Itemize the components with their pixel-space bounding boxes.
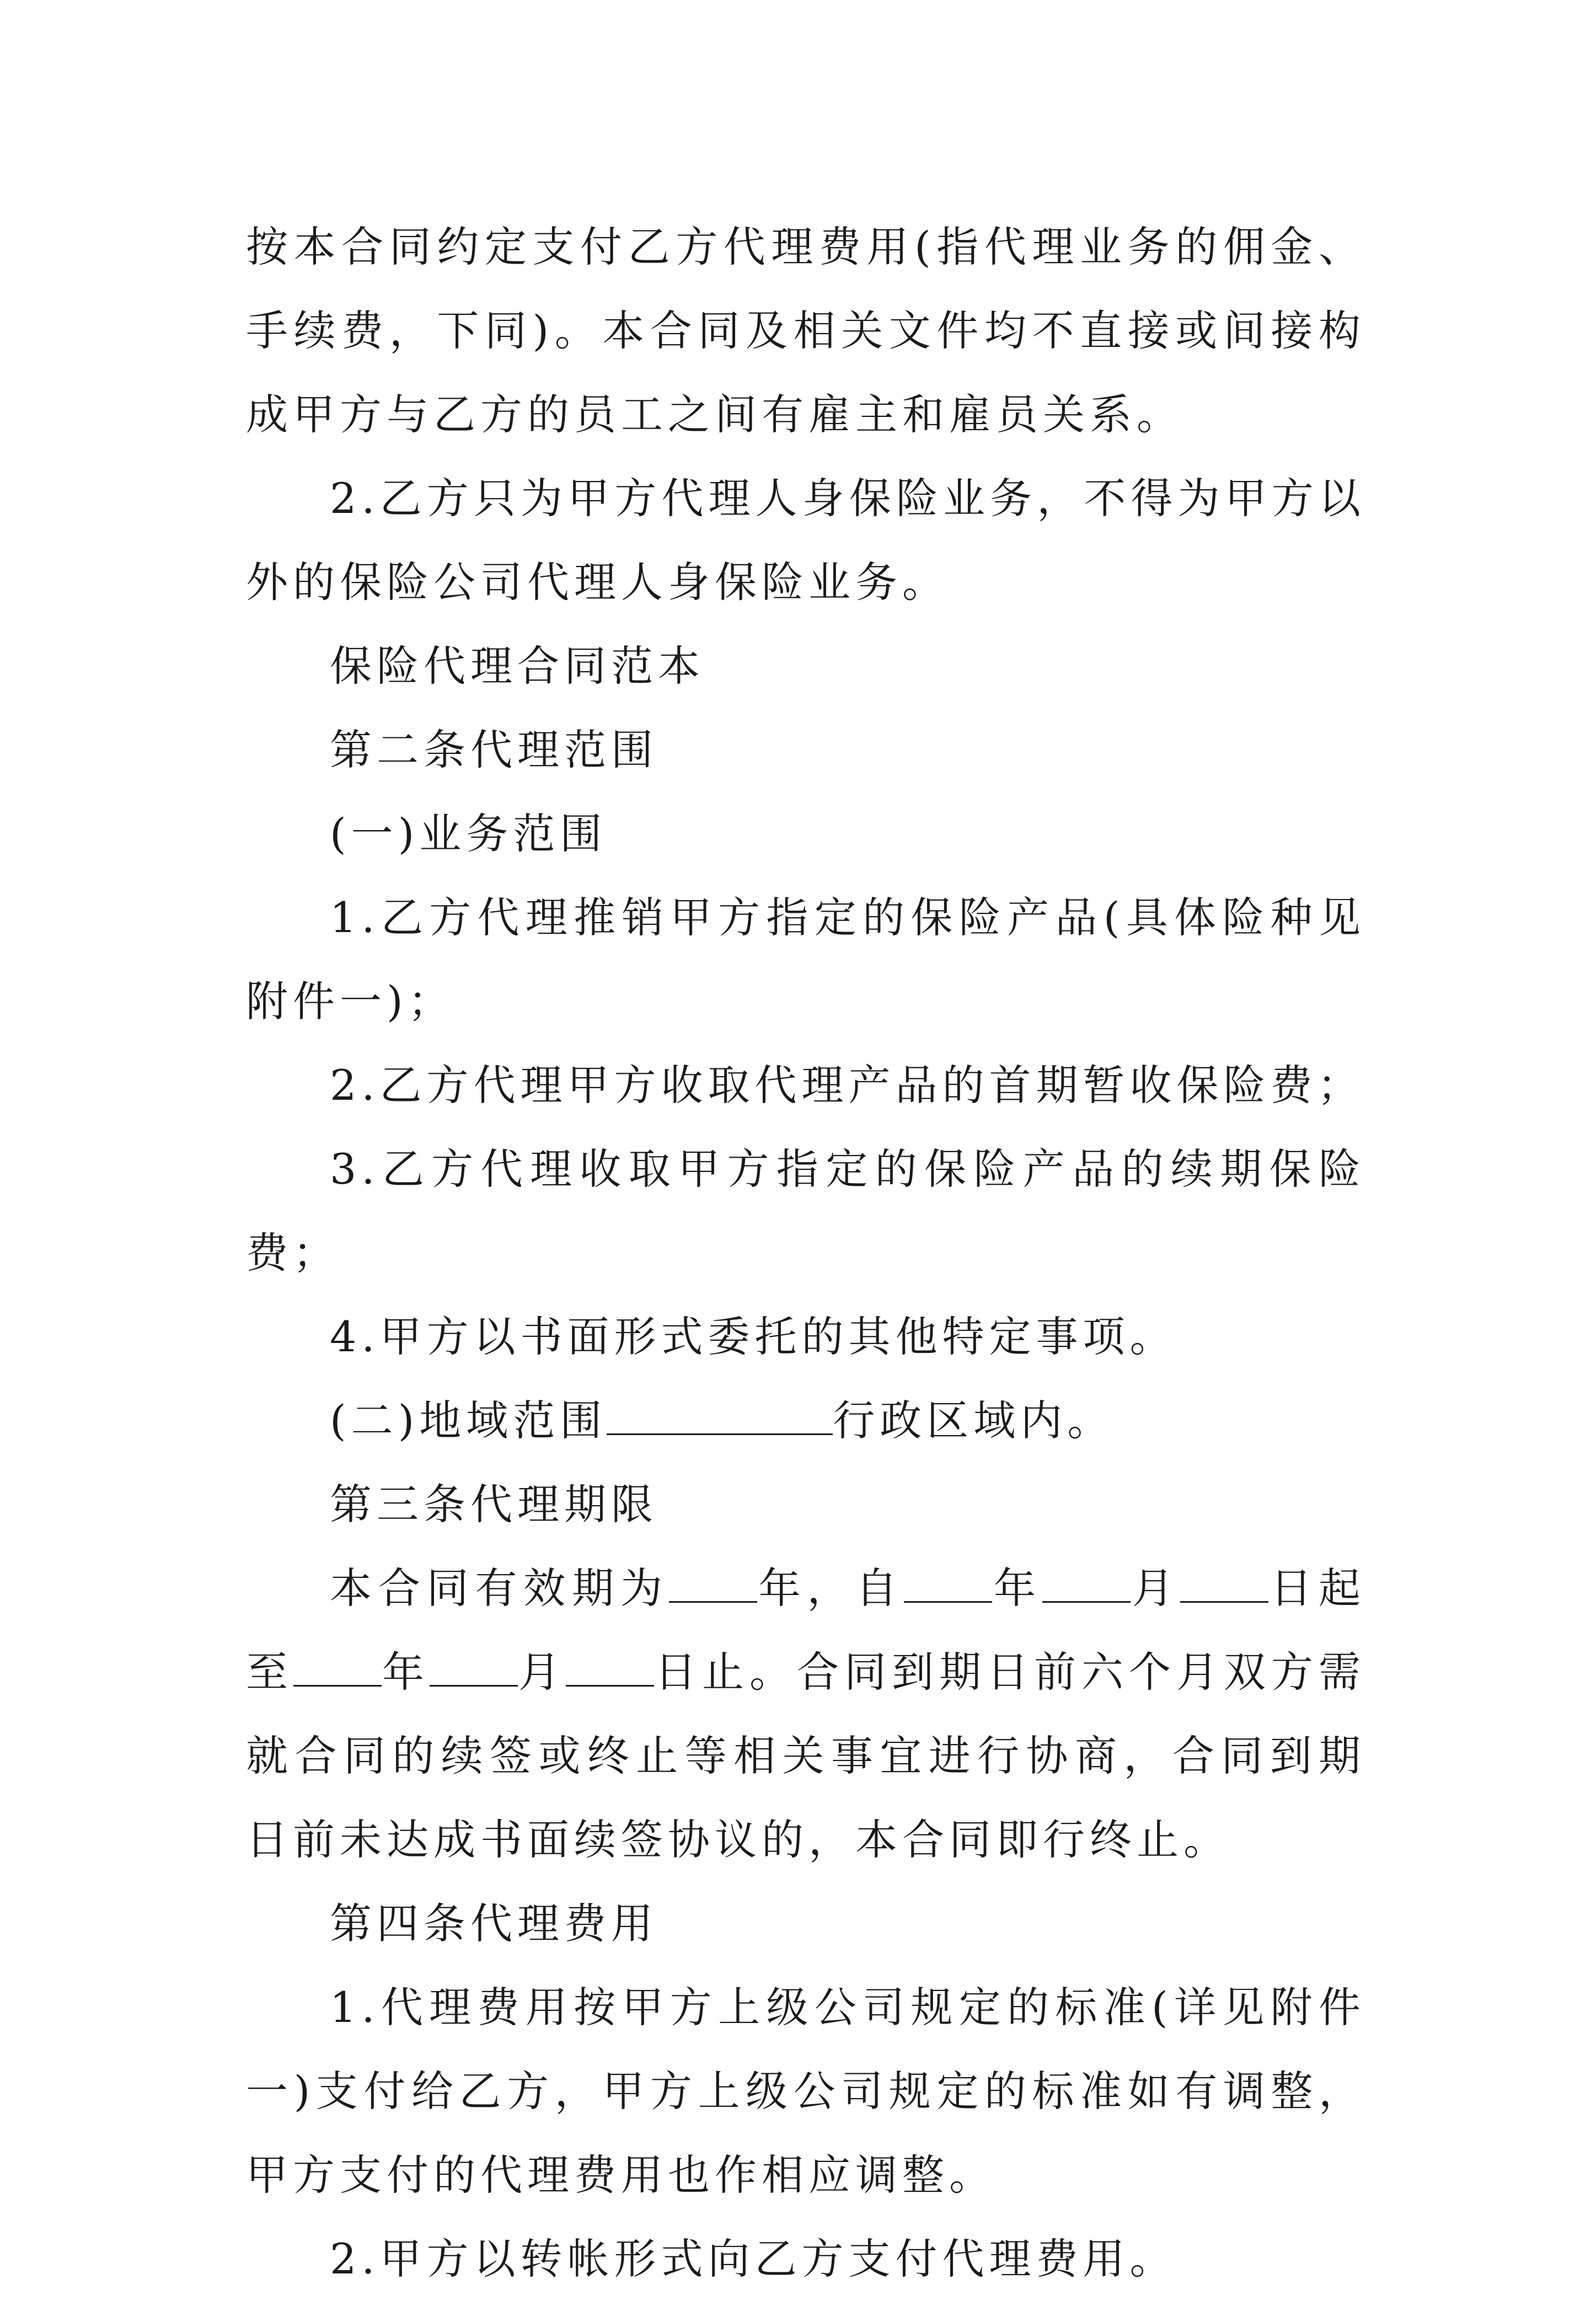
paragraph-fee-standard: 1.代理费用按甲方上级公司规定的标准(详见附件一)支付给乙方，甲方上级公司规定的标准如有调整，甲方支付的代理费用也作相应调整。: [246, 1983, 1365, 2200]
blank-end-day: [566, 1651, 654, 1687]
blank-years: [669, 1567, 757, 1603]
list-item-scope-1: 1.乙方代理推销甲方指定的保险产品(具体险种见附件一)；: [246, 893, 1365, 1026]
list-item-scope-2: 2.乙方代理甲方收取代理产品的首期暂收保险费；: [330, 1061, 1364, 1110]
list-item-scope-3: 3.乙方代理收取甲方指定的保险产品的续期保险费；: [246, 1144, 1365, 1277]
paragraph-contract-template-title: 保险代理合同范本: [330, 641, 705, 691]
term-text-7: 月: [518, 1647, 566, 1697]
blank-start-day: [1180, 1567, 1268, 1603]
paragraph-contract-term: [246, 1547, 1365, 1882]
blank-region: [607, 1399, 833, 1435]
term-text-4: 月: [1130, 1564, 1181, 1613]
region-prefix: (二)地域范围: [330, 1396, 607, 1445]
term-text-8: 日止。合同到期日前六个月双方需就合同的续签或终止等相关事宜进行协商，合同到期日前未达成书面续签协议的，本合同即行终止。: [246, 1647, 1365, 1864]
heading-article-4: 第四条代理费用: [330, 1899, 658, 1948]
paragraph-fee-payment-method: 2.甲方以转帐形式向乙方支付代理费用。: [330, 2234, 1177, 2283]
heading-business-scope: (一)业务范围: [330, 809, 607, 858]
paragraph-region-scope: [246, 1379, 1365, 1463]
blank-end-year: [293, 1651, 382, 1687]
heading-article-3: 第三条代理期限: [330, 1480, 658, 1529]
blank-start-year: [904, 1567, 992, 1603]
term-text-1: 本合同有效期为: [330, 1564, 669, 1613]
region-suffix: 行政区域内。: [833, 1396, 1115, 1445]
heading-article-2: 第二条代理范围: [330, 725, 658, 774]
term-text-6: 年: [382, 1647, 430, 1697]
blank-start-month: [1042, 1567, 1131, 1603]
paragraph-exclusive-agency: 2.乙方只为甲方代理人身保险业务，不得为甲方以外的保险公司代理人身保险业务。: [246, 474, 1365, 607]
term-text-2: 年，自: [757, 1564, 904, 1613]
list-item-scope-4: 4.甲方以书面形式委托的其他特定事项。: [330, 1312, 1177, 1361]
term-text-5: 日起至: [246, 1564, 1366, 1697]
paragraph-agency-fee-relationship: 按本合同约定支付乙方代理费用(指代理业务的佣金、手续费，下同)。本合同及相关文件均不直接或间接构成甲方与乙方的员工之间有雇主和雇员关系。: [246, 222, 1365, 439]
term-text-3: 年: [992, 1564, 1042, 1613]
document-body: [246, 205, 1365, 2301]
blank-end-month: [430, 1651, 518, 1687]
